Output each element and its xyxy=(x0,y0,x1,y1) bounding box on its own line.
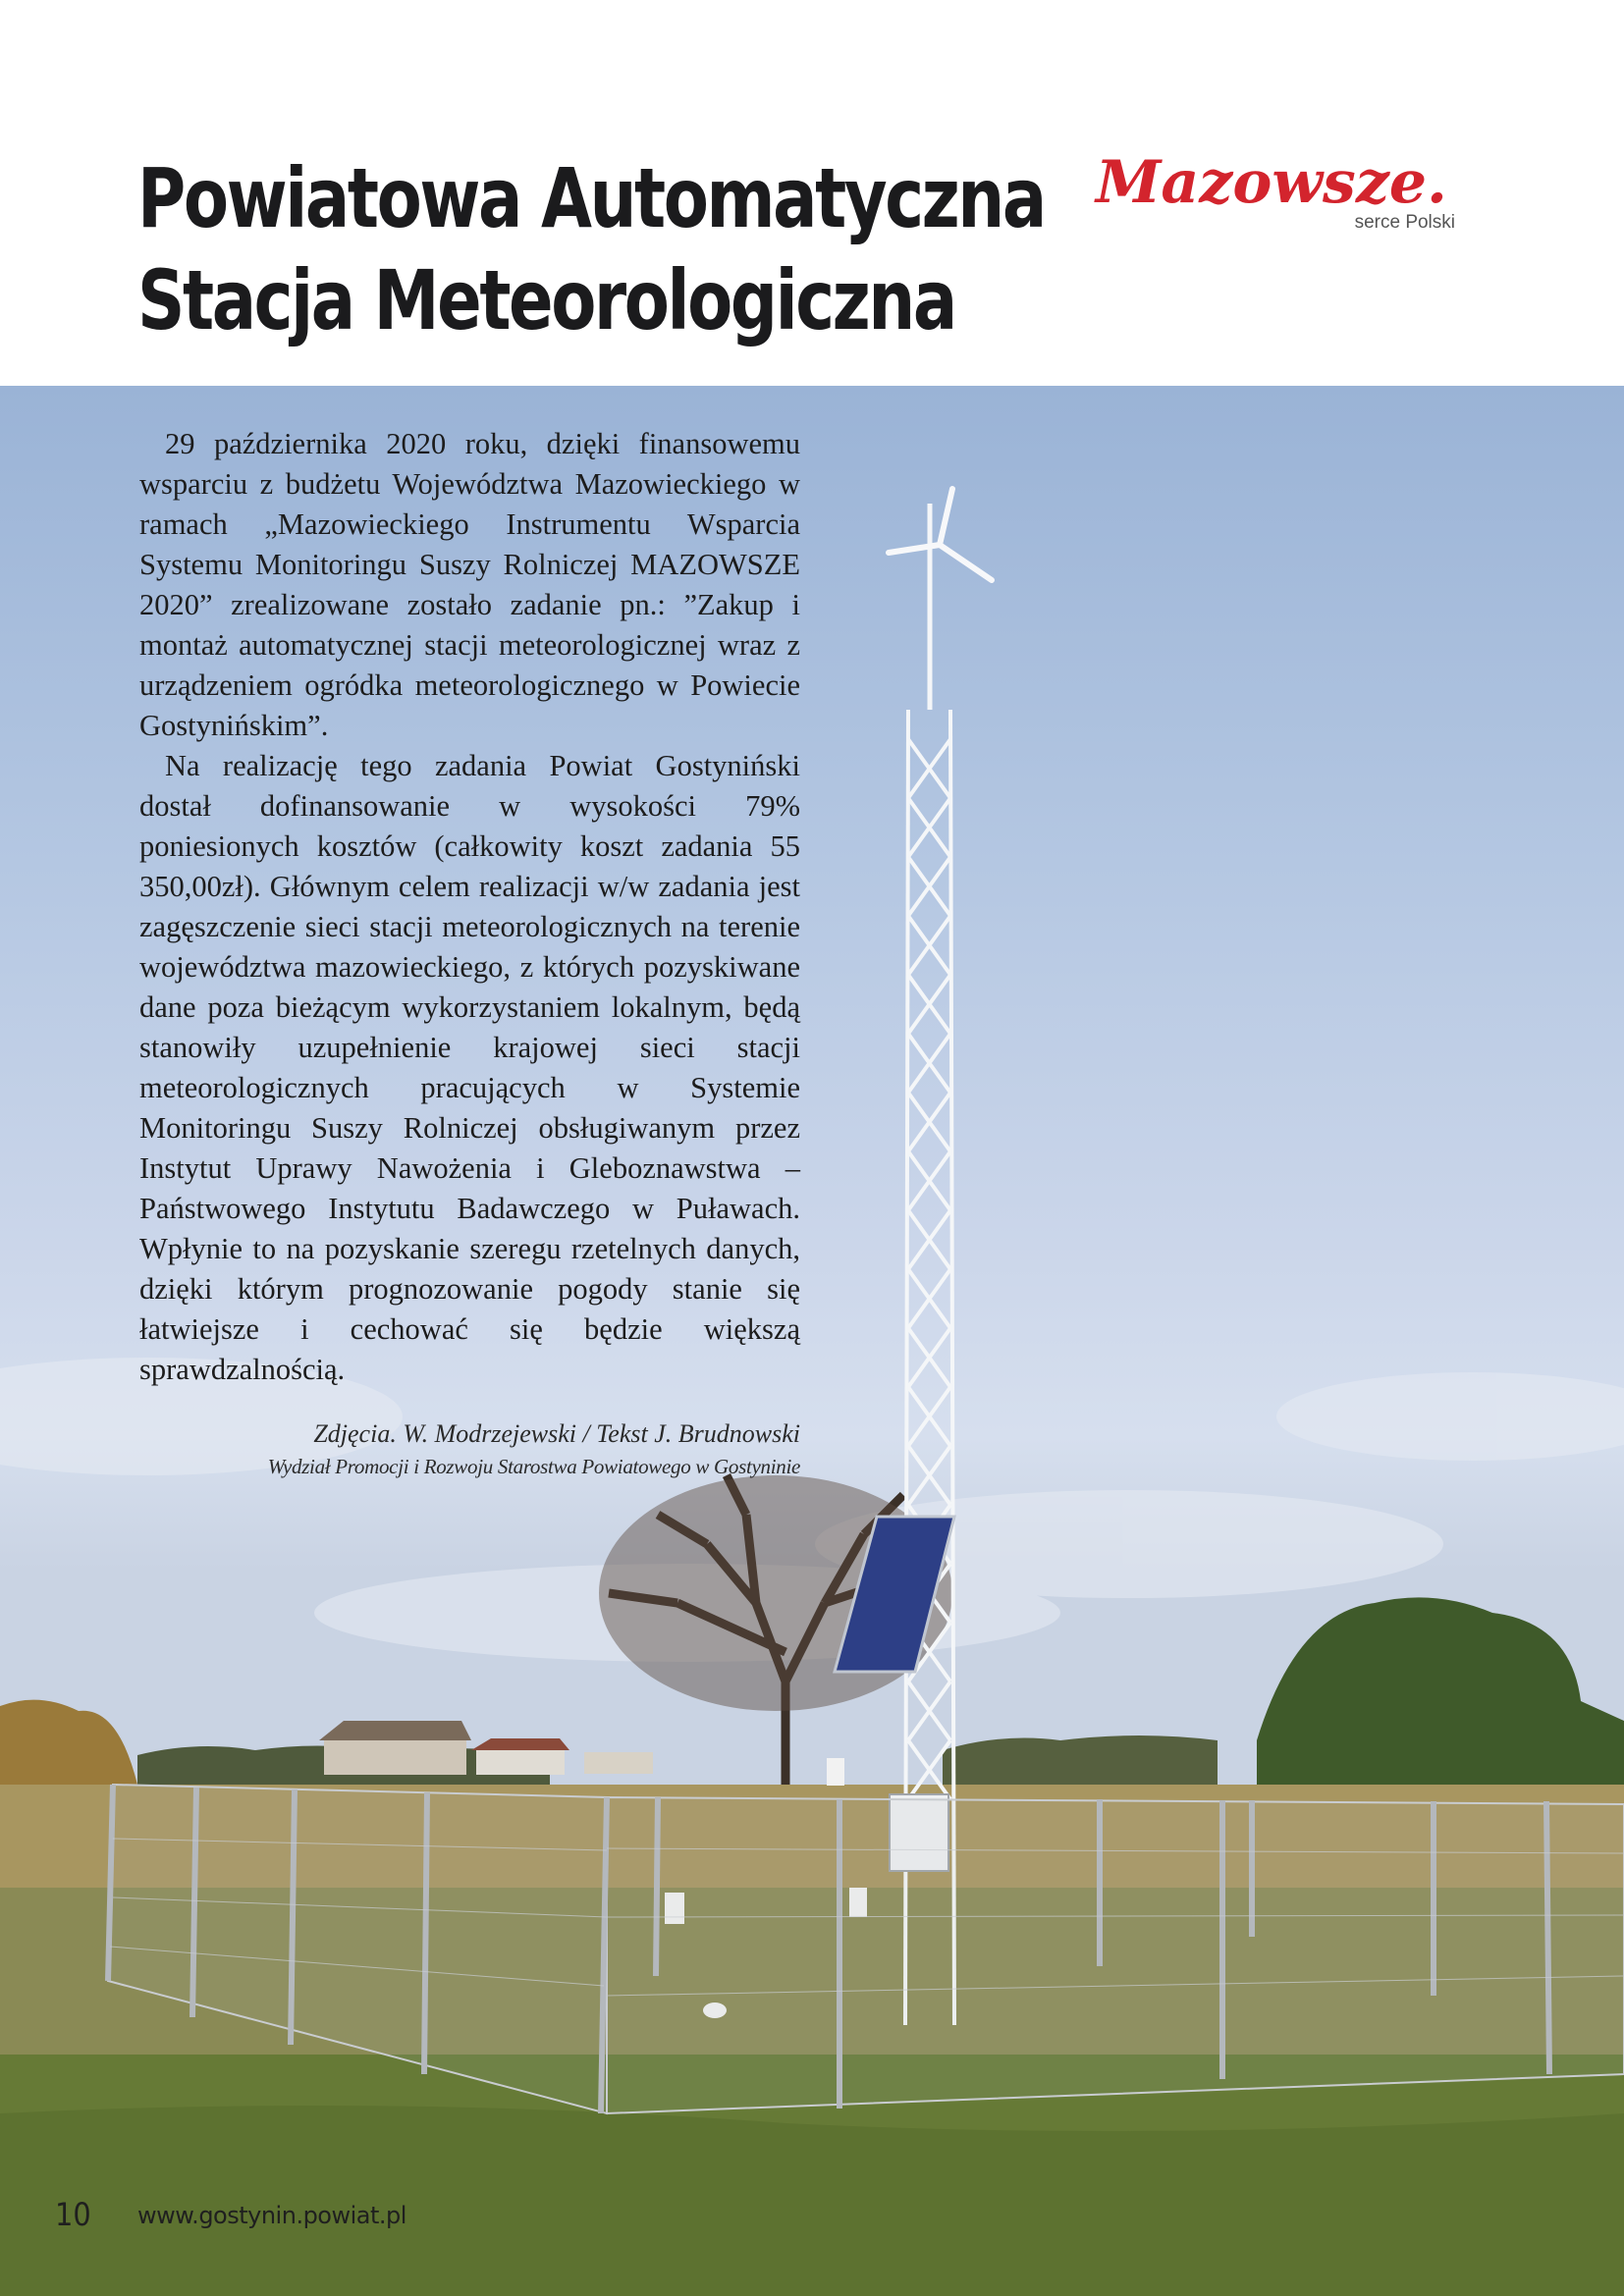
credits-department: Wydział Promocji i Rozwoju Starostwa Powiatowego w Gostyninie xyxy=(267,1455,800,1478)
article-paragraph-1: 29 października 2020 roku, dzięki finansowemu wsparciu z budżetu Województwa Mazowieckiego w ramach „Mazowieckiego Instrumentu Wsparcia Systemu Monitoringu Suszy Rolniczej MAZOWSZE 2020” zrealizowane zostało zadanie pn.: ”Zakup i montaż automatycznej stacji meteorologicznej wraz z urządzeniem ogródka meteorologicznego w Powiecie Gostynińskim”. xyxy=(139,427,800,742)
logo-wordmark: Mazowsze. xyxy=(1096,148,1447,217)
title-line-2: Stacja Meteorologiczna xyxy=(137,252,955,348)
wind-turbine xyxy=(889,489,992,580)
page-header xyxy=(0,0,1624,386)
houses xyxy=(319,1721,653,1775)
credits-authors: Zdjęcia. W. Modrzejewski / Tekst J. Brudnowski xyxy=(313,1419,800,1448)
page-number: 10 xyxy=(55,2196,91,2233)
photo-credits xyxy=(139,1416,800,1481)
logo-tagline: serce Polski xyxy=(1354,212,1455,233)
page-title xyxy=(137,147,1045,351)
article-paragraph-2: Na realizację tego zadania Powiat Gostyniński dostał dofinansowanie w wysokości 79% poniesionych kosztów (całkowity koszt zadania 55 350,00zł). Głównym celem realizacji w/w zadania jest zagęszczenie sieci stacji meteorologicznych na terenie województwa mazowieckiego, z których pozyskiwane dane poza bieżącym wykorzystaniem lokalnym, będą stanowiły uzupełnienie krajowej sieci stacji meteorologicznych pracujących w Systemie Monitoringu Suszy Rolniczej obsługiwanym przez Instytut Uprawy Nawożenia i Gleboznawstwa – Państwowego Instytutu Badawczego w Puławach. Wpłynie to na pozyskanie szeregu rzetelnych danych, dzięki którym prognozowanie pogody stanie się łatwiejsze i cechować się będzie większą sprawdzalnością. xyxy=(139,749,800,1386)
title-line-1: Powiatowa Automatyczna xyxy=(137,150,1045,246)
grass-foreground xyxy=(0,2106,1624,2296)
website-url[interactable]: www.gostynin.powiat.pl xyxy=(137,2202,406,2229)
article-body xyxy=(139,424,800,1390)
mazowsze-logo xyxy=(1096,147,1479,245)
